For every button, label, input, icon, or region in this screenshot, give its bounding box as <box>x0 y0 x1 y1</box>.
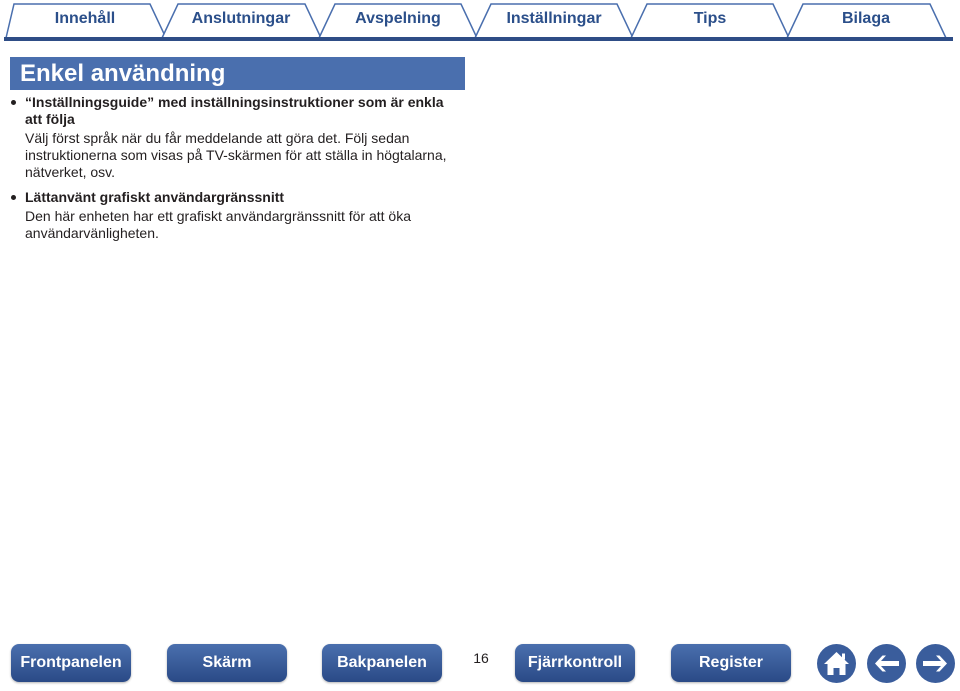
home-button[interactable] <box>816 643 857 684</box>
rear-panel-button[interactable]: Bakpanelen <box>322 644 442 682</box>
page-number: 16 <box>473 650 489 666</box>
bullet-icon <box>11 195 16 200</box>
feature-title: “Inställningsguide” med inställningsinstruktioner som är enkla att följa <box>25 94 444 127</box>
bullet-icon <box>11 100 16 105</box>
tab-underline <box>4 37 953 41</box>
display-button[interactable]: Skärm <box>167 644 287 682</box>
home-icon <box>816 643 857 684</box>
feature-title: Lättanvänt grafiskt användargränssnitt <box>25 189 285 205</box>
feature-description: Den här enheten har ett grafiskt användargränssnitt för att öka användarvänligheten. <box>25 208 412 241</box>
back-button[interactable] <box>866 643 907 684</box>
feature-list <box>10 94 460 248</box>
page-title: Enkel användning <box>10 57 465 90</box>
index-button[interactable]: Register <box>671 644 791 682</box>
arrow-right-icon <box>915 643 956 684</box>
tab-playback[interactable]: Avspelning <box>355 10 441 27</box>
list-item-setup-guide <box>10 94 460 181</box>
tab-settings[interactable]: Inställningar <box>506 10 602 27</box>
tab-appendix[interactable]: Bilaga <box>841 10 890 27</box>
tab-connections[interactable]: Anslutningar <box>191 10 291 27</box>
remote-control-button[interactable]: Fjärrkontroll <box>515 644 635 682</box>
top-tab-bar <box>0 0 960 44</box>
list-item-gui <box>10 189 460 242</box>
tab-tips[interactable]: Tips <box>693 10 727 27</box>
arrow-left-icon <box>866 643 907 684</box>
forward-button[interactable] <box>915 643 956 684</box>
tab-contents[interactable]: Innehåll <box>54 10 116 27</box>
feature-description: Välj först språk när du får meddelande att göra det. Följ sedan instruktionerna som visas på TV-skärmen för att ställa in högtalarna, nätverket, osv. <box>25 130 447 180</box>
front-panel-button[interactable]: Frontpanelen <box>11 644 131 682</box>
